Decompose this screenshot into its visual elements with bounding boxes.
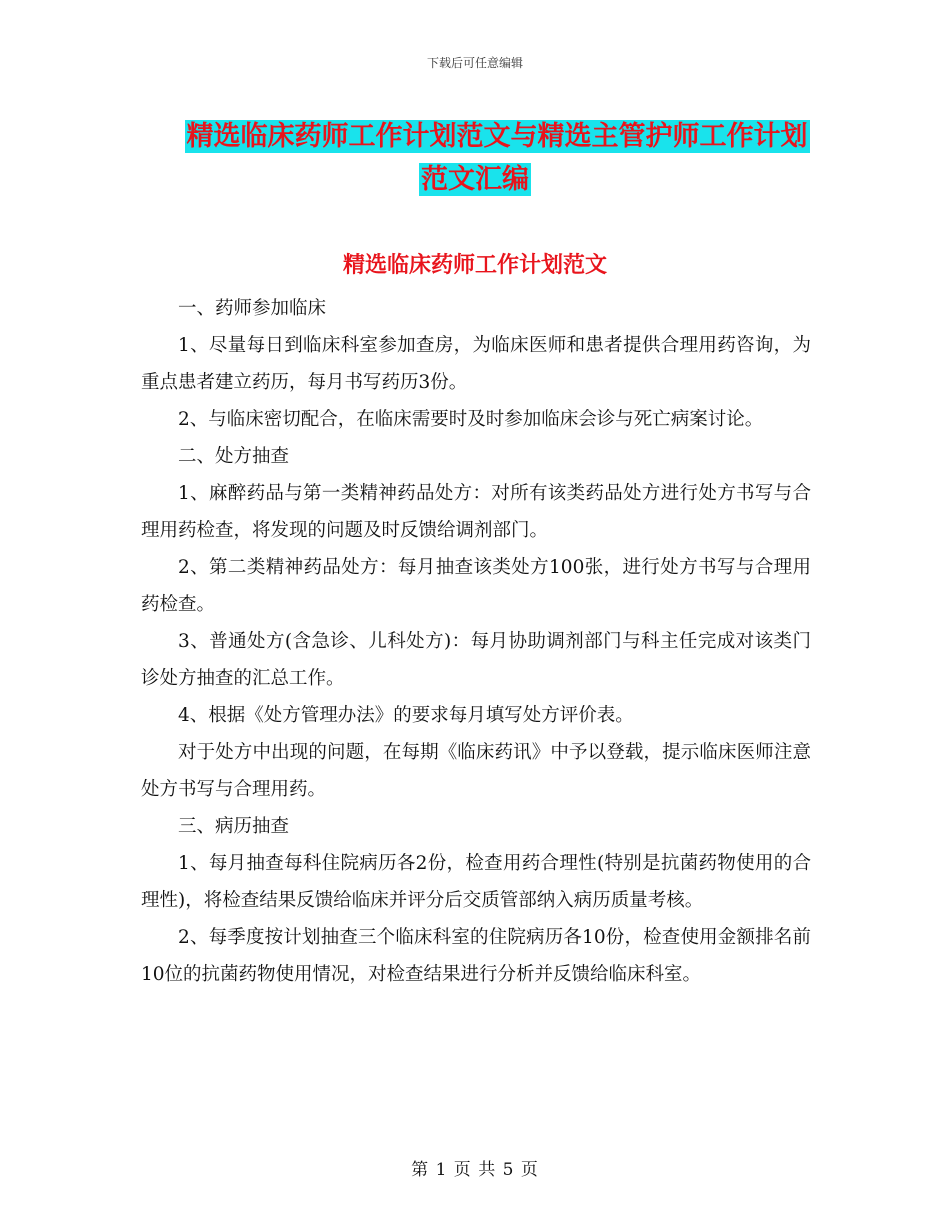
document-body	[141, 290, 811, 993]
paragraph: 4、根据《处方管理办法》的要求每月填写处方评价表。	[178, 705, 634, 726]
title-highlight-1: 精选临床药师工作计划范文与精选主管护师工作计划	[186, 121, 808, 152]
section-title: 精选临床药师工作计划范文	[342, 253, 607, 278]
heading-medical-record-check: 三、病历抽查	[178, 816, 290, 837]
title-highlight-2: 范文汇编	[421, 164, 529, 195]
header-note: 下载后可任意编辑	[426, 56, 523, 70]
heading-prescription-check: 二、处方抽查	[178, 446, 290, 467]
paragraph: 1、每月抽查每科住院病历各2份，检查用药合理性(特别是抗菌药物使用的合理性)，将检查结果反馈给临床并评分后交质管部纳入病历质量考核。	[141, 853, 811, 911]
paragraph: 1、尽量每日到临床科室参加查房，为临床医师和患者提供合理用药咨询，为重点患者建立药历，每月书写药历3份。	[141, 335, 811, 393]
paragraph: 2、每季度按计划抽查三个临床科室的住院病历各10份，检查使用金额排名前10位的抗菌药物使用情况，对检查结果进行分析并反馈给临床科室。	[141, 927, 811, 985]
document-title-line-2	[0, 157, 950, 196]
paragraph: 1、麻醉药品与第一类精神药品处方：对所有该类药品处方进行处方书写与合理用药检查，将发现的问题及时反馈给调剂部门。	[141, 483, 811, 541]
paragraph: 3、普通处方(含急诊、儿科处方)：每月协助调剂部门与科主任完成对该类门诊处方抽查的汇总工作。	[141, 631, 811, 689]
page-footer: 第 1 页 共 5 页	[411, 1160, 539, 1180]
heading-pharmacist-clinical: 一、药师参加临床	[178, 298, 327, 319]
document-title-line-1	[22, 114, 950, 153]
paragraph: 2、与临床密切配合，在临床需要时及时参加临床会诊与死亡病案讨论。	[178, 409, 764, 430]
paragraph: 对于处方中出现的问题，在每期《临床药讯》中予以登载，提示临床医师注意处方书写与合理用药。	[141, 742, 811, 800]
paragraph: 2、第二类精神药品处方：每月抽查该类处方100张，进行处方书写与合理用药检查。	[141, 557, 811, 615]
